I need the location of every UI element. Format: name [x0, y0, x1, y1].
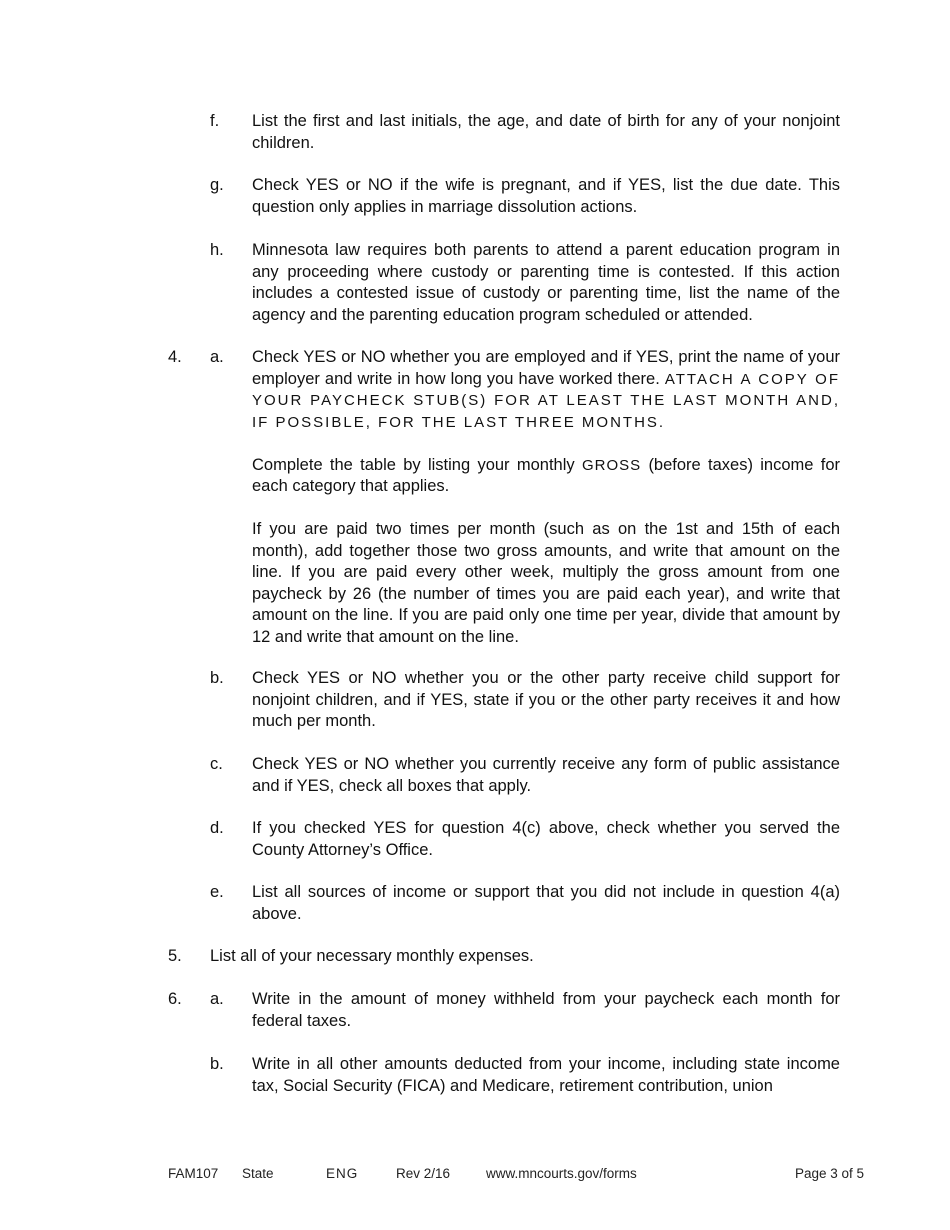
gross-text-pre: Complete the table by listing your monthly — [252, 455, 575, 474]
item-text: List all sources of income or support that you did not include in question 4(a) above. — [252, 883, 840, 923]
footer-type: State — [242, 1166, 274, 1181]
item-number: 4. — [168, 348, 182, 366]
item-number: 6. — [168, 990, 182, 1008]
item-letter: a. — [210, 348, 224, 366]
item-text: Write in the amount of money withheld from your paycheck each month for federal taxes. — [252, 990, 840, 1030]
gross-income-paragraph — [252, 455, 840, 498]
footer-language: ENG — [326, 1166, 359, 1181]
gross-word: GROSS — [581, 456, 642, 474]
item-letter: g. — [210, 176, 224, 194]
pay-frequency-paragraph: If you are paid two times per month (such as on the 1st and 15th of each month), add together those two gross amounts, and write that amount on the line. If you are paid every other week, multiply the gross amount from one paycheck by 26 (the number of times you are paid each year), and write that amount on the line. If you are paid only one time per year, divide that amount by 12 and write that amount on the line. — [252, 520, 840, 646]
item-text-group — [252, 347, 840, 648]
footer-revision: Rev 2/16 — [396, 1166, 451, 1181]
employment-paragraph — [252, 347, 840, 433]
item-text: List the first and last initials, the age, and date of birth for any of your nonjoint children. — [252, 112, 840, 152]
item-letter: a. — [210, 990, 224, 1008]
footer-url: www.mncourts.gov/forms — [486, 1166, 637, 1181]
employment-text: Check YES or NO whether you are employed and if YES, print the name of your employer and write in how long you have worked there. — [252, 348, 840, 388]
item-letter: h. — [210, 241, 224, 259]
item-letter: e. — [210, 883, 224, 901]
footer-form-code: FAM107 — [168, 1166, 219, 1181]
item-text: List all of your necessary monthly expenses. — [210, 947, 534, 965]
item-text: Check YES or NO if the wife is pregnant, and if YES, list the due date. This question only applies in marriage dissolution actions. — [252, 176, 840, 216]
gross-text-post: (before taxes) income for each category that applies. — [252, 455, 840, 495]
item-text: Check YES or NO whether you currently receive any form of public assistance and if YES, check all boxes that apply. — [252, 755, 840, 795]
item-text: Minnesota law requires both parents to attend a parent education program in any proceeding where custody or parenting time is contested. If this action includes a contested issue of custody or parenting time, list the name of the agency and the parenting education program scheduled or attended. — [252, 241, 840, 324]
footer-page-number: Page 3 of 5 — [795, 1166, 865, 1181]
item-letter: b. — [210, 1055, 224, 1073]
item-text: If you checked YES for question 4(c) above, check whether you served the County Attorney’s Office. — [252, 819, 840, 859]
attach-paycheck-notice: ATTACH A COPY OF YOUR PAYCHECK STUB(S) FOR AT LEAST THE LAST MONTH AND, IF POSSIBLE, FOR THE LAST THREE MONTHS. — [252, 370, 840, 431]
item-letter: b. — [210, 669, 224, 687]
item-text: Write in all other amounts deducted from your income, including state income tax, Social Security (FICA) and Medicare, retirement contribution, union — [252, 1055, 840, 1095]
item-text: Check YES or NO whether you or the other party receive child support for nonjoint children, and if YES, state if you or the other party receives it and how much per month. — [252, 669, 840, 730]
item-number: 5. — [168, 947, 182, 965]
item-letter: f. — [210, 112, 220, 130]
item-letter: c. — [210, 755, 223, 773]
item-letter: d. — [210, 819, 224, 837]
